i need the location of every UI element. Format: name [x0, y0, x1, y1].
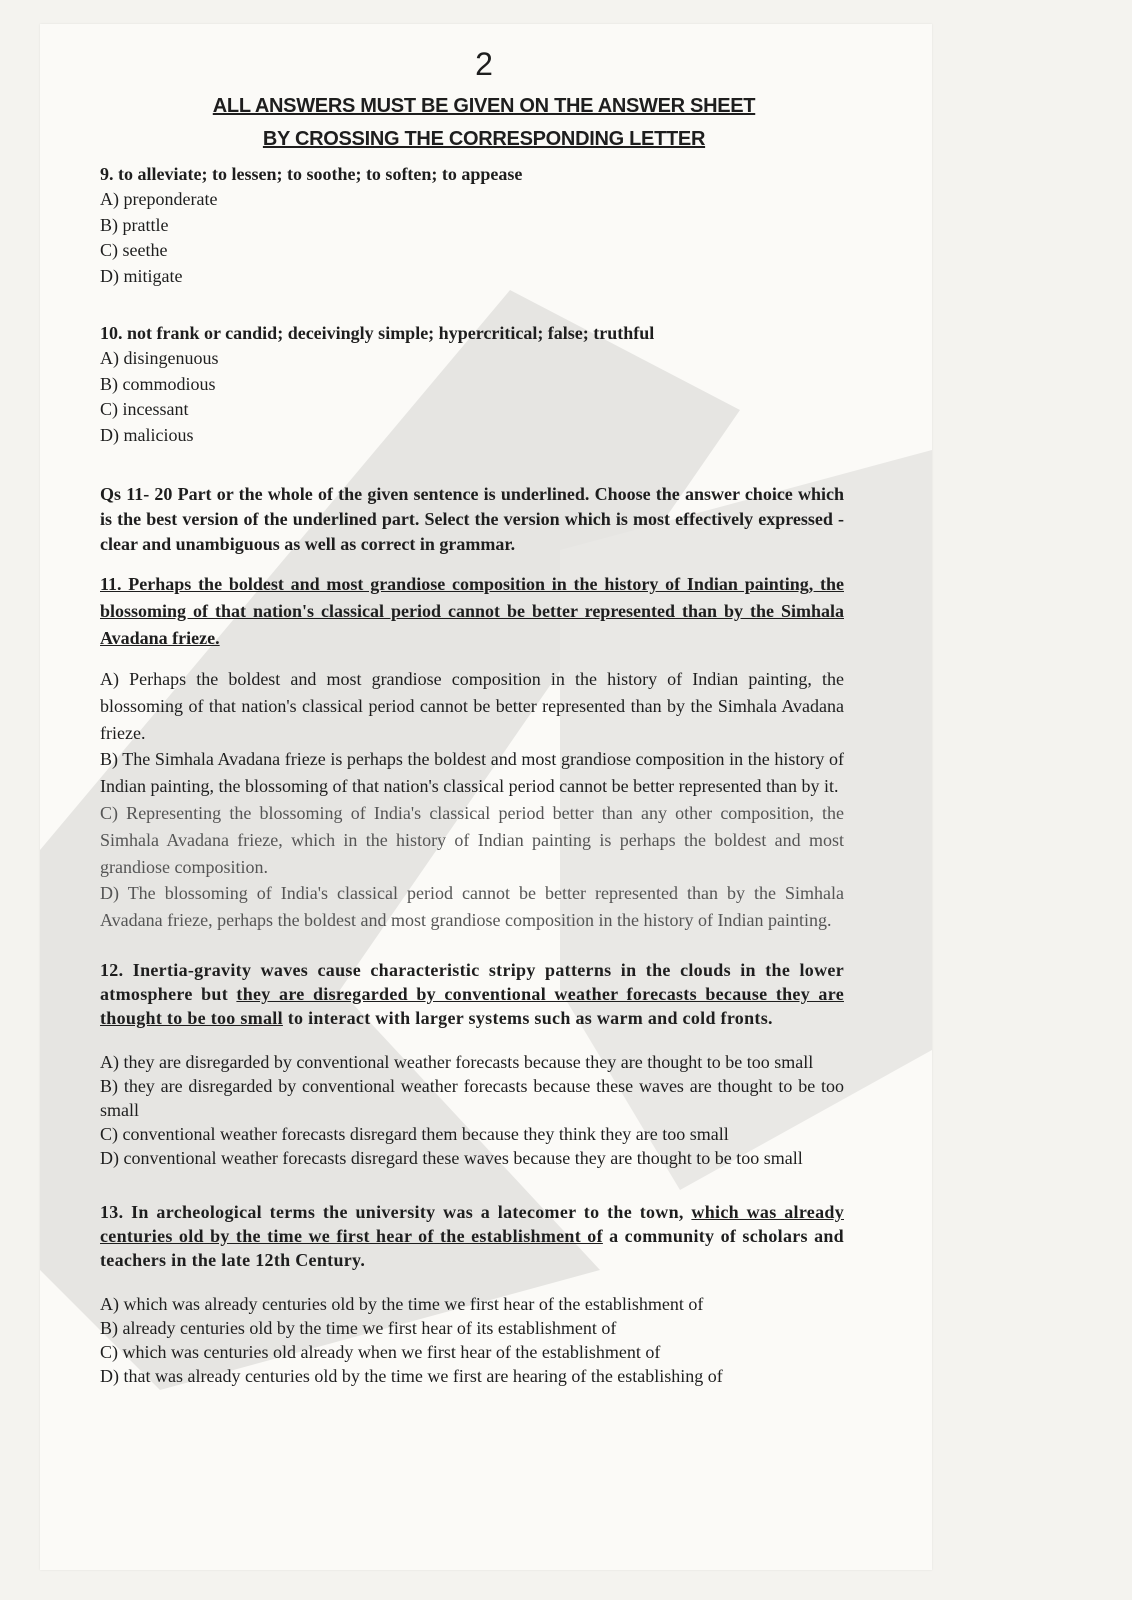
q10-option-c[interactable]: C) incessant — [100, 399, 189, 419]
question-13-stem — [100, 1200, 844, 1272]
q11-option-d[interactable]: D) The blossoming of India's classical period cannot be better represented than by the Simhala Avadana frieze, perhaps the boldest and most grandiose composition in the history of Indian painting. — [100, 883, 844, 931]
question-9-stem: 9. to alleviate; to lessen; to soothe; to soften; to appease — [100, 164, 523, 184]
q13-option-d[interactable]: D) that was already centuries old by the time we first are hearing of the establishing of — [100, 1365, 723, 1386]
q12-option-b[interactable]: B) they are disregarded by conventional weather forecasts because these waves are thought to be too small — [100, 1075, 844, 1120]
q12-option-c[interactable]: C) conventional weather forecasts disregard them because they think they are too small — [100, 1123, 729, 1144]
page-number: 2 — [475, 46, 493, 82]
q9-option-d[interactable]: D) mitigate — [100, 265, 183, 286]
q13-option-a[interactable]: A) which was already centuries old by the time we first hear of the establishment of — [100, 1293, 704, 1314]
q12-stem-underlined: they are disregarded by conventional weather forecasts because they are thought to be too small — [100, 983, 844, 1028]
q13-option-c[interactable]: C) which was centuries old already when we first hear of the establishment of — [100, 1341, 661, 1362]
q11-option-c[interactable]: C) Representing the blossoming of India's classical period better than any other composition, the Simhala Avadana frieze, which in the history of Indian painting is perhaps the boldest and most grandiose composition. — [100, 802, 844, 877]
q12-option-d[interactable]: D) conventional weather forecasts disregard these waves because they are thought to be too small — [100, 1147, 803, 1168]
q13-stem-underlined: which was already centuries old by the time we first hear of the establishment of — [100, 1201, 844, 1246]
q11-option-b[interactable]: B) The Simhala Avadana frieze is perhaps the boldest and most grandiose composition in the history of Indian painting, the blossoming of that nation's classical period cannot be better represented than by it. — [100, 749, 844, 797]
question-9 — [100, 162, 844, 289]
question-10 — [100, 321, 844, 448]
header-line-1: ALL ANSWERS MUST BE GIVEN ON THE ANSWER SHEET — [212, 95, 756, 117]
q13-option-b[interactable]: B) already centuries old by the time we first hear of its establishment of — [100, 1317, 617, 1338]
q13-stem-before: 13. In archeological terms the university was a latecomer to the town, — [100, 1201, 692, 1222]
q10-option-a[interactable]: A) disingenuous — [100, 348, 219, 368]
q12-stem-before: 12. Inertia-gravity waves cause characteristic stripy patterns in the clouds in the lower atmosphere but — [100, 959, 844, 1004]
q9-option-a[interactable]: A) preponderate — [100, 189, 218, 209]
question-11 — [100, 571, 844, 934]
q12-option-a[interactable]: A) they are disregarded by conventional weather forecasts because they are thought to be too small — [100, 1051, 814, 1072]
header-line-2: BY CROSSING THE CORRESPONDING LETTER — [262, 128, 706, 150]
question-12 — [100, 958, 844, 1170]
q10-option-b[interactable]: B) commodious — [100, 373, 216, 394]
q9-option-c[interactable]: C) seethe — [100, 240, 168, 260]
q10-option-d[interactable]: D) malicious — [100, 424, 194, 445]
question-12-stem — [100, 958, 844, 1030]
page-content — [100, 44, 844, 1388]
question-10-stem: 10. not frank or candid; deceivingly simple; hypercritical; false; truthful — [100, 323, 655, 343]
q11-option-a[interactable]: A) Perhaps the boldest and most grandiose composition in the history of Indian painting, the blossoming of that nation's classical period cannot be better represented than by the Simhala Avadana frieze. — [100, 669, 844, 743]
q9-option-b[interactable]: B) prattle — [100, 214, 169, 235]
q13-stem-after: a community of scholars and teachers in the late 12th Century. — [100, 1225, 844, 1270]
q12-stem-after: to interact with larger systems such as warm and cold fronts. — [282, 1007, 773, 1028]
question-13 — [100, 1200, 844, 1388]
section-instructions: Qs 11- 20 Part or the whole of the given sentence is underlined. Choose the answer choice which is the best version of the underlined part. Select the version which is most effectively expressed - clear and unambiguous as well as correct in grammar. — [100, 484, 844, 554]
question-11-stem: 11. Perhaps the boldest and most grandiose composition in the history of Indian painting, the blossoming of that nation's classical period cannot be better represented than by the Simhala Avadana frieze. — [100, 574, 844, 648]
